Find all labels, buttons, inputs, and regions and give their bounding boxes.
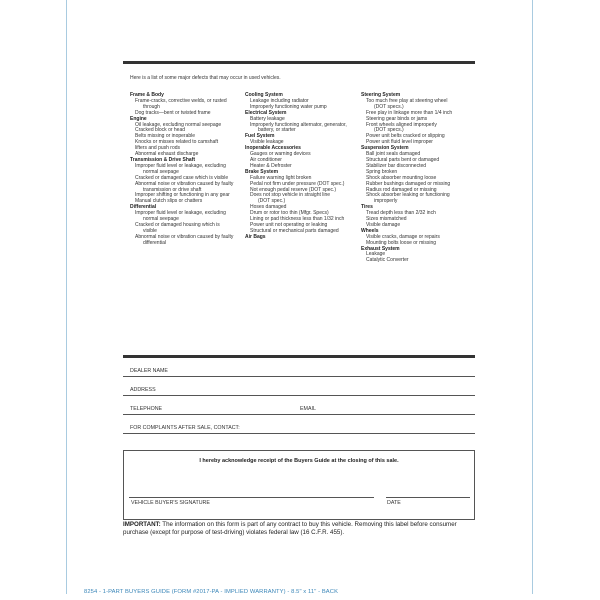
defects-column-1	[130, 93, 248, 247]
defect-category-heading: Exhaust System	[361, 245, 400, 252]
defect-item: Belts missing or inoperable	[135, 133, 196, 140]
defect-item: Ball joint seals damaged	[366, 151, 421, 158]
address-line[interactable]	[123, 395, 475, 396]
defect-item: Gauges or warning devices	[250, 151, 311, 158]
defect-item: Structural or mechanical parts damaged	[250, 227, 339, 234]
defect-item: Power unit fluid level improper	[366, 139, 433, 146]
complaints-label: FOR COMPLAINTS AFTER SALE, CONTACT:	[130, 425, 240, 431]
defect-category-heading: Tires	[361, 204, 373, 211]
dealer-name-label: DEALER NAME	[130, 368, 168, 374]
defect-item: Too much free play at steering wheel	[366, 97, 448, 104]
defect-item: Improperly functioning alternator, generator,	[250, 121, 347, 128]
defect-category-heading: Brake System	[245, 168, 279, 175]
defect-category-heading: Fuel System	[245, 133, 275, 140]
defect-item: (DOT spec.)	[258, 198, 286, 205]
date-label: DATE	[387, 500, 401, 506]
defect-item: through	[143, 103, 160, 110]
defect-item: Leakage including radiator	[250, 97, 309, 104]
defect-item: Spring broken	[366, 168, 398, 175]
defect-item: Visible cracks, damage or repairs	[366, 233, 440, 240]
defect-item: battery, or starter	[258, 127, 296, 134]
defect-item: Rubber bushings damaged or missing	[366, 180, 451, 187]
defect-item: Manual clutch slips or chatters	[135, 198, 203, 205]
defect-item: Mounting bolts loose or missing	[366, 239, 437, 246]
defect-item: Hoses damaged	[250, 204, 287, 211]
defect-item: Shock absorber leaking or functioning	[366, 192, 450, 199]
defect-item: Knocks or misses related to camshaft	[135, 139, 219, 146]
acknowledgement-text: I hereby acknowledge receipt of the Buyers Guide at the closing of this sale.	[199, 458, 399, 464]
defect-item: Heater & Defroster	[250, 162, 292, 169]
defect-item: visible	[143, 227, 157, 234]
top-rule	[123, 61, 475, 64]
complaints-line[interactable]	[123, 433, 475, 434]
divider-rule	[123, 355, 475, 358]
defect-item: Lining or pad thickness less than 1/32 inch	[250, 216, 345, 223]
defect-item: Shock absorber mounting loose	[366, 174, 437, 181]
important-notice	[123, 521, 475, 538]
defect-item: Abnormal noise or vibration caused by faulty	[135, 233, 234, 240]
defect-item: differential	[143, 239, 166, 246]
defect-item: normal seepage	[143, 216, 179, 223]
defect-category-heading: Steering System	[361, 92, 401, 98]
defect-item: transmission or drive shaft	[143, 186, 202, 193]
important-label: IMPORTANT:	[123, 521, 161, 528]
defect-item: Battery leakage	[250, 115, 285, 122]
dealer-name-line[interactable]	[123, 376, 475, 377]
defect-item: Cracked block or head	[135, 127, 186, 134]
defect-category-heading: Frame & Body	[130, 92, 164, 98]
defect-item: Improperly functioning water pump	[250, 103, 327, 110]
defect-category-heading: Engine	[130, 115, 147, 122]
defect-category-heading: Differential	[130, 204, 157, 211]
defect-item: Not enough pedal reserve (DOT spec.)	[250, 186, 337, 193]
date-line[interactable]	[386, 497, 470, 498]
defect-item: Tread depth less than 2/32 inch	[366, 210, 436, 217]
defect-item: Stabilizer bar disconnected	[366, 162, 427, 169]
defect-item: Visible leakage	[250, 139, 284, 146]
defect-category-heading: Electrical System	[245, 109, 287, 116]
email-label: EMAIL	[300, 406, 316, 412]
telephone-label: TELEPHONE	[130, 406, 163, 412]
defect-item: Structural parts bent or damaged	[366, 156, 440, 163]
defect-item: Leakage	[366, 251, 386, 258]
intro-text: Here is a list of some major defects that may occur in used vehicles.	[130, 75, 281, 81]
defect-item: (DOT specs.)	[374, 127, 404, 134]
defect-category-heading: Inoperable Accessories	[245, 145, 301, 152]
defects-column-3	[361, 93, 473, 264]
defects-column-2	[245, 93, 363, 241]
defect-item: Drum or rotor too thin (Mfgr. Specs)	[250, 210, 329, 217]
defect-item: Cracked or damaged case which is visible	[135, 174, 229, 181]
defect-item: Cracked or damaged housing which is	[135, 221, 220, 228]
defect-item: Steering gear binds or jams	[366, 115, 428, 122]
acknowledgement-box	[123, 450, 475, 520]
defect-item: improperly	[374, 198, 398, 205]
defect-item: Pedal not firm under pressure (DOT spec.)	[250, 180, 345, 187]
defect-category-heading: Transmission & Drive Shaft	[130, 156, 196, 163]
defect-category-heading: Cooling System	[245, 92, 283, 98]
defect-category-heading: Air Bags	[245, 233, 266, 240]
defect-category-heading: Suspension System	[361, 145, 409, 152]
defect-item: Free play in linkage more than 1/4 inch	[366, 109, 453, 116]
defect-item: Front wheels aligned improperly	[366, 121, 437, 128]
address-label: ADDRESS	[130, 387, 156, 393]
defect-item: Improper shifting or functioning in any gear	[135, 192, 230, 199]
defect-item: lifters and push rods	[135, 145, 181, 152]
defect-item: Dog tracks—bent or twisted frame	[135, 109, 211, 116]
defect-item: Failure warning light broken	[250, 174, 312, 181]
form-footer: 8254 - 1-PART BUYERS GUIDE (FORM #2017-PA - IMPLIED WARRANTY) - 8.5" x 11" - BACK	[84, 589, 339, 595]
defect-item: Radius rod damaged or missing	[366, 186, 437, 193]
defect-item: Does not stop vehicle in straight line	[250, 192, 331, 199]
defect-item: Air conditioner	[250, 156, 282, 163]
defect-item: Sizes mismatched	[366, 216, 407, 223]
defect-item: Power unit not operating or leaking	[250, 221, 328, 228]
defect-item: Oil leakage, excluding normal seepage	[135, 121, 222, 128]
defect-item: Frame-cracks, corrective welds, or rusted	[135, 97, 227, 104]
signature-line[interactable]	[129, 497, 374, 498]
defect-category-heading: Wheels	[361, 227, 379, 234]
defect-item: Abnormal noise or vibration caused by faulty	[135, 180, 234, 187]
defect-item: Visible damage	[366, 221, 401, 228]
important-text: The information on this form is part of any contract to buy this vehicle. Removing this label before consumer purchase (except for purpose of test-driving) violates federal law (16 C.F.R. 455).	[123, 521, 457, 537]
defect-item: Power unit belts cracked or slipping	[366, 133, 445, 140]
defect-item: Improper fluid level or leakage, excluding	[135, 210, 226, 217]
defect-item: Catalytic Converter	[366, 257, 409, 264]
defect-item: normal seepage	[143, 168, 179, 175]
defect-item: Abnormal exhaust discharge	[135, 151, 199, 158]
defect-item: (DOT specs.)	[374, 103, 404, 110]
defect-item: Improper fluid level or leakage, excluding	[135, 162, 226, 169]
telephone-email-line[interactable]	[123, 414, 475, 415]
signature-label: VEHICLE BUYER'S SIGNATURE	[131, 500, 210, 506]
